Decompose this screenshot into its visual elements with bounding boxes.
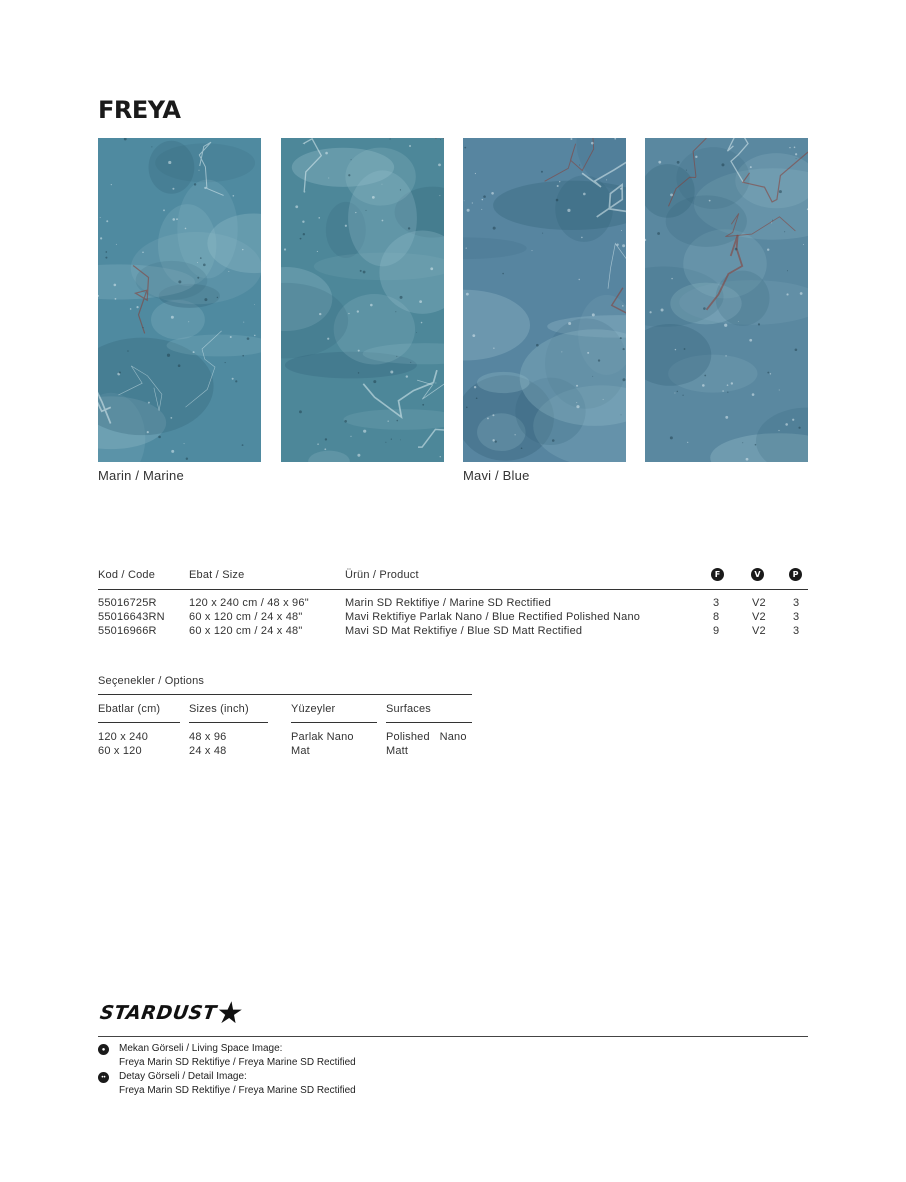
column-divider: [386, 722, 472, 723]
options-value: 60 x 120: [98, 745, 142, 757]
footer-divider: [98, 1036, 808, 1037]
options-value: Mat: [291, 745, 310, 757]
caption-value: Freya Marin SD Rektifiye / Freya Marine SD Rectified: [119, 1057, 356, 1068]
column-divider: [291, 722, 377, 723]
marble-texture: [281, 138, 444, 462]
options-value: Parlak Nano: [291, 731, 354, 743]
options-value: Polished Nano: [386, 731, 467, 743]
row-f: 8: [713, 611, 720, 623]
row-v: V2: [752, 611, 766, 623]
row-size: 120 x 240 cm / 48 x 96": [189, 597, 309, 609]
row-code: 55016643RN: [98, 611, 165, 623]
options-divider: [98, 694, 472, 695]
row-product: Mavi Rektifiye Parlak Nano / Blue Rectified Polished Nano: [345, 611, 641, 623]
caption-value: Freya Marin SD Rektifiye / Freya Marine SD Rectified: [119, 1085, 356, 1096]
pei-badge-icon: P: [789, 568, 802, 581]
caption-label: Mekan Görseli / Living Space Image:: [119, 1043, 283, 1054]
tile-label-blue: Mavi / Blue: [463, 468, 530, 483]
row-v: V2: [752, 597, 766, 609]
row-v: V2: [752, 625, 766, 637]
caption-label: Detay Görseli / Detail Image:: [119, 1071, 247, 1082]
marble-tile-3: [463, 138, 626, 462]
row-f: 9: [713, 625, 720, 637]
options-header: Yüzeyler: [291, 703, 336, 715]
marble-tile-4: [645, 138, 808, 462]
page-title: FREYA: [98, 96, 181, 124]
row-size: 60 x 120 cm / 24 x 48": [189, 625, 303, 637]
marble-tile-2: [281, 138, 444, 462]
living-space-icon: ●: [98, 1044, 109, 1055]
detail-image-icon: ••: [98, 1072, 109, 1083]
row-code: 55016725R: [98, 597, 157, 609]
row-p: 3: [793, 611, 800, 623]
options-header: Surfaces: [386, 703, 432, 715]
marble-texture: [645, 138, 808, 462]
options-header: Sizes (inch): [189, 703, 249, 715]
options-title: Seçenekler / Options: [98, 675, 205, 687]
brand-wordmark: STARDUST: [98, 1002, 218, 1024]
column-divider: [98, 722, 180, 723]
row-product: Marin SD Rektifiye / Marine SD Rectified: [345, 597, 552, 609]
column-divider: [189, 722, 268, 723]
table-divider: [98, 589, 808, 590]
row-product: Mavi SD Mat Rektifiye / Blue SD Matt Rectified: [345, 625, 583, 637]
row-f: 3: [713, 597, 720, 609]
row-size: 60 x 120 cm / 24 x 48": [189, 611, 303, 623]
frost-badge-icon: F: [711, 568, 724, 581]
marble-tile-1: [98, 138, 261, 462]
row-p: 3: [793, 625, 800, 637]
header-size: Ebat / Size: [189, 569, 245, 581]
marble-texture: [98, 138, 261, 462]
header-code: Kod / Code: [98, 569, 156, 581]
options-value: 48 x 96: [189, 731, 227, 743]
row-code: 55016966R: [98, 625, 157, 637]
row-p: 3: [793, 597, 800, 609]
options-header: Ebatlar (cm): [98, 703, 161, 715]
options-value: 120 x 240: [98, 731, 149, 743]
star-icon: ★: [213, 996, 247, 1031]
variation-badge-icon: V: [751, 568, 764, 581]
options-value: 24 x 48: [189, 745, 227, 757]
tile-label-marine: Marin / Marine: [98, 468, 184, 483]
marble-texture: [463, 138, 626, 462]
stardust-logo: [98, 996, 247, 1031]
options-value: Matt: [386, 745, 409, 757]
header-product: Ürün / Product: [345, 569, 419, 581]
